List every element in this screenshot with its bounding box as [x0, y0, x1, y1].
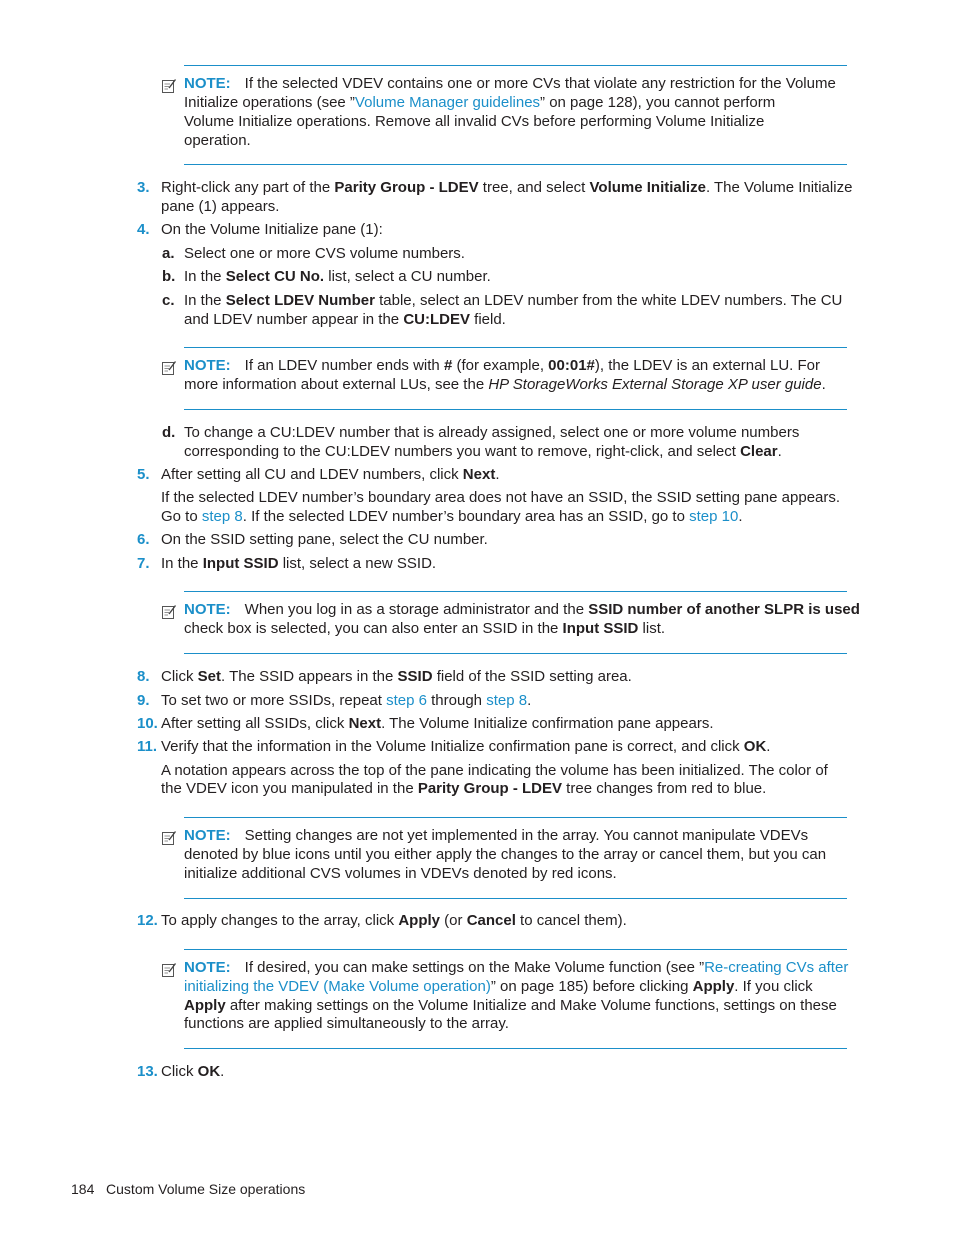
note-1-line-1: NOTE: If the selected VDEV contains one or more CVs that violate any restriction for the Volume [184, 75, 836, 92]
note-1-line-4: operation. [184, 132, 251, 149]
link-step-8[interactable]: step 8 [486, 692, 528, 709]
note-label: NOTE: [184, 959, 231, 976]
step-11-text: Verify that the information in the Volume Initialize confirmation pane is correct, and click OK. [161, 738, 771, 755]
step-13-text: Click OK. [161, 1063, 225, 1080]
page-footer [71, 1180, 305, 1198]
note-top-rule [184, 949, 847, 950]
step-5-para-line-2: Go to step 8. If the selected LDEV number’s boundary area has an SSID, go to step 10. [161, 508, 743, 525]
note-1-line-3: Volume Initialize operations. Remove all invalid CVs before performing Volume Initialize [184, 113, 765, 130]
note-label: NOTE: [184, 601, 231, 618]
note-2-line-1: NOTE: If an LDEV number ends with # (for example, 00:01#), the LDEV is an external LU. For [184, 357, 820, 374]
note-4-line-2: denoted by blue icons until you either apply the changes to the array or cancel them, but you can [184, 846, 827, 863]
substep-c-line-1: In the Select LDEV Number table, select an LDEV number from the white LDEV numbers. The CU [184, 292, 843, 309]
step-4-line-1: On the Volume Initialize pane (1): [161, 221, 383, 238]
link-step-10[interactable]: step 10 [689, 508, 739, 525]
step-number: 9. [137, 692, 150, 709]
note-pad-pencil-icon [161, 962, 177, 978]
note-bottom-rule [184, 164, 847, 165]
substep-letter: c. [162, 292, 175, 309]
step-number: 5. [137, 466, 150, 483]
note-label: NOTE: [184, 75, 231, 92]
step-11-para-line-2: the VDEV icon you manipulated in the Parity Group - LDEV tree changes from red to blue. [161, 780, 767, 797]
substep-letter: d. [162, 424, 176, 441]
note-top-rule [184, 347, 847, 348]
link-volume-manager-guidelines[interactable]: Volume Manager guidelines [354, 94, 541, 111]
note-4-line-3: initialize additional CVS volumes in VDEVs denoted by red icons. [184, 865, 617, 882]
note-4-line-1: NOTE: Setting changes are not yet implemented in the array. You cannot manipulate VDEVs [184, 827, 809, 844]
note-2-line-2: more information about external LUs, see the HP StorageWorks External Storage XP user guide. [184, 376, 826, 393]
step-number: 3. [137, 179, 150, 196]
footer-section-title: Custom Volume Size operations [106, 1181, 306, 1197]
step-5-line-1: After setting all CU and LDEV numbers, click Next. [161, 466, 500, 483]
note-bottom-rule [184, 1048, 847, 1049]
note-5-line-3: Apply after making settings on the Volume Initialize and Make Volume functions, settings on these [184, 997, 837, 1014]
step-11-para-line-1: A notation appears across the top of the pane indicating the volume has been initialized. The color of [161, 762, 828, 779]
step-number: 10. [137, 715, 158, 732]
step-number: 7. [137, 555, 150, 572]
note-3-line-1: NOTE: When you log in as a storage administrator and the SSID number of another SLPR is used [184, 601, 860, 618]
link-re-creating-cvs[interactable]: Re-creating CVs after [704, 959, 849, 976]
substep-letter: b. [162, 268, 176, 285]
substep-d-line-1: To change a CU:LDEV number that is already assigned, select one or more volume numbers [184, 424, 800, 441]
link-step-8[interactable]: step 8 [201, 508, 243, 525]
page-number: 184 [71, 1181, 95, 1197]
substep-letter: a. [162, 245, 175, 262]
note-bottom-rule [184, 653, 847, 654]
step-number: 12. [137, 912, 158, 929]
step-number: 11. [137, 738, 158, 755]
link-step-6[interactable]: step 6 [386, 692, 427, 709]
note-label: NOTE: [184, 357, 231, 374]
substep-d-line-2: corresponding to the CU:LDEV numbers you want to remove, right-click, and select Clear. [184, 443, 782, 460]
note-5-line-1: NOTE: If desired, you can make settings on the Make Volume function (see ”Re-creating CVs after [184, 959, 849, 976]
substep-a-text: Select one or more CVS volume numbers. [184, 245, 465, 262]
note-pad-pencil-icon [161, 604, 177, 620]
step-3-line-1: Right-click any part of the Parity Group - LDEV tree, and select Volume Initialize. The Volume Initialize [161, 179, 853, 196]
note-top-rule [184, 65, 847, 66]
note-3-line-2: check box is selected, you can also enter an SSID in the Input SSID list. [184, 620, 666, 637]
step-7-text: In the Input SSID list, select a new SSID. [161, 555, 437, 572]
step-5-para-line-1: If the selected LDEV number’s boundary area does not have an SSID, the SSID setting pane appears. [161, 489, 841, 506]
step-number: 13. [137, 1063, 158, 1080]
note-bottom-rule [184, 898, 847, 899]
substep-b-text: In the Select CU No. list, select a CU number. [184, 268, 491, 285]
step-8-text: Click Set. The SSID appears in the SSID field of the SSID setting area. [161, 668, 632, 685]
note-1-line-2: Initialize operations (see ”Volume Manager guidelines” on page 128), you cannot perform [184, 94, 776, 111]
step-number: 8. [137, 668, 150, 685]
step-number: 4. [137, 221, 150, 238]
note-pad-pencil-icon [161, 360, 177, 376]
note-top-rule [184, 817, 847, 818]
link-re-creating-cvs-continued[interactable]: initializing the VDEV (Make Volume operation) [184, 978, 491, 995]
step-6-text: On the SSID setting pane, select the CU number. [161, 531, 488, 548]
step-number: 6. [137, 531, 150, 548]
step-9-text: To set two or more SSIDs, repeat step 6 through step 8. [161, 692, 532, 709]
note-5-line-2: initializing the VDEV (Make Volume operation)” on page 185) before clicking Apply. If you click [184, 978, 813, 995]
step-12-text: To apply changes to the array, click Apply (or Cancel to cancel them). [161, 912, 627, 929]
step-10-text: After setting all SSIDs, click Next. The Volume Initialize confirmation pane appears. [161, 715, 714, 732]
substep-c-line-2: and LDEV number appear in the CU:LDEV field. [184, 311, 506, 328]
note-top-rule [184, 591, 847, 592]
note-label: NOTE: [184, 827, 231, 844]
note-5-line-4: functions are applied simultaneously to the array. [184, 1015, 509, 1032]
note-pad-pencil-icon [161, 830, 177, 846]
step-3-line-2: pane (1) appears. [161, 198, 280, 215]
note-pad-pencil-icon [161, 78, 177, 94]
note-bottom-rule [184, 409, 847, 410]
